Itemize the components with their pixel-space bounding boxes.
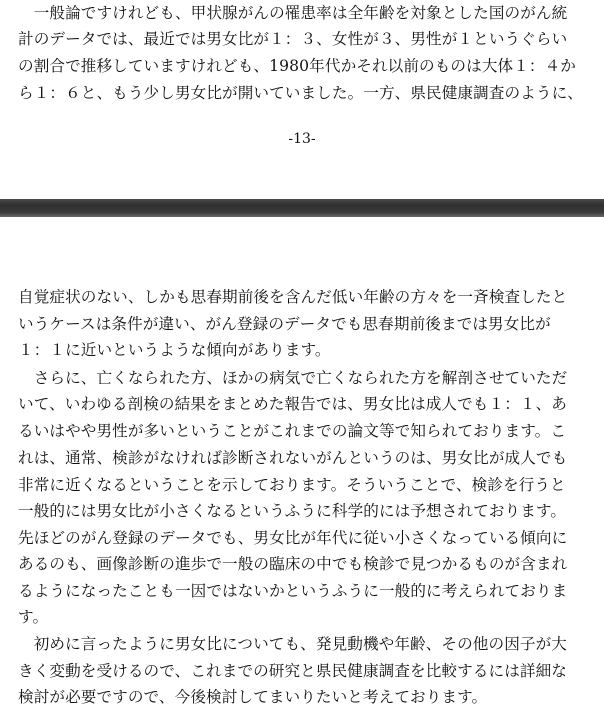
page-separator	[0, 199, 604, 217]
text-line: 一般的には男女比が小さくなるというふうに科学的には予想されております。	[18, 502, 567, 520]
text-line: 計のデータでは、最近では男女比が１：３、女性が３、男性が１というぐらい	[18, 30, 568, 48]
text-line: 先ほどのがん登録のデータでも、男女比が年代に従い小さくなっている傾向に	[18, 529, 568, 547]
text-line: れは、通常、検診がなければ診断されないがんというのは、男女比が成人でも	[18, 449, 568, 467]
text-line: きく変動を受けるので、これまでの研究と県民健康調査を比較するには詳細な	[18, 662, 567, 680]
text-line: １：１に近いというような傾向があります。	[18, 341, 331, 359]
text-line: いて、いわゆる剖検の結果をまとめた報告では、男女比は成人でも１：１、あ	[18, 395, 567, 413]
document-page-lower	[0, 217, 604, 708]
text-line: あるのも、画像診断の進歩で一般の臨床の中でも検診で見つかるものが含まれ	[18, 555, 568, 573]
text-line: いうケースは条件が違い、がん登録のデータでも思春期前後までは男女比が	[18, 315, 551, 333]
text-line: 非常に近くなるということを示しております。そういうことで、検診を行うと	[18, 476, 566, 494]
text-line: 初めに言ったように男女比についても、発見動機や年齢、その他の因子が大	[18, 635, 567, 653]
text-line: 一般論ですけれども、甲状腺がんの罹患率は全年齢を対象とした国のがん統	[18, 4, 568, 22]
text-line: さらに、亡くなられた方、ほかの病気で亡くなられた方を解剖させていただ	[18, 369, 568, 387]
text-line: の割合で推移していますけれども、1980年代かそれ以前のものは大体１：４か	[18, 57, 576, 75]
text-line: 検討が必要ですので、今後検討してまいりたいと考えております。	[18, 688, 488, 706]
page-number: -13-	[288, 131, 316, 147]
text-line: るいはやや男性が多いということがこれまでの論文等で知られております。こ	[18, 422, 567, 440]
text-line: ら１：６と、もう少し男女比が開いていました。一方、県民健康調査のように、	[18, 84, 583, 102]
text-line: るようになったことも一因ではないかというふうに一般的に考えられておりま	[18, 582, 568, 600]
text-line: 自覚症状のない、しかも思春期前後を含んだ低い年齢の方々を一斉検査したと	[18, 288, 568, 306]
document-page-upper	[0, 0, 604, 199]
text-line: す。	[18, 608, 49, 626]
